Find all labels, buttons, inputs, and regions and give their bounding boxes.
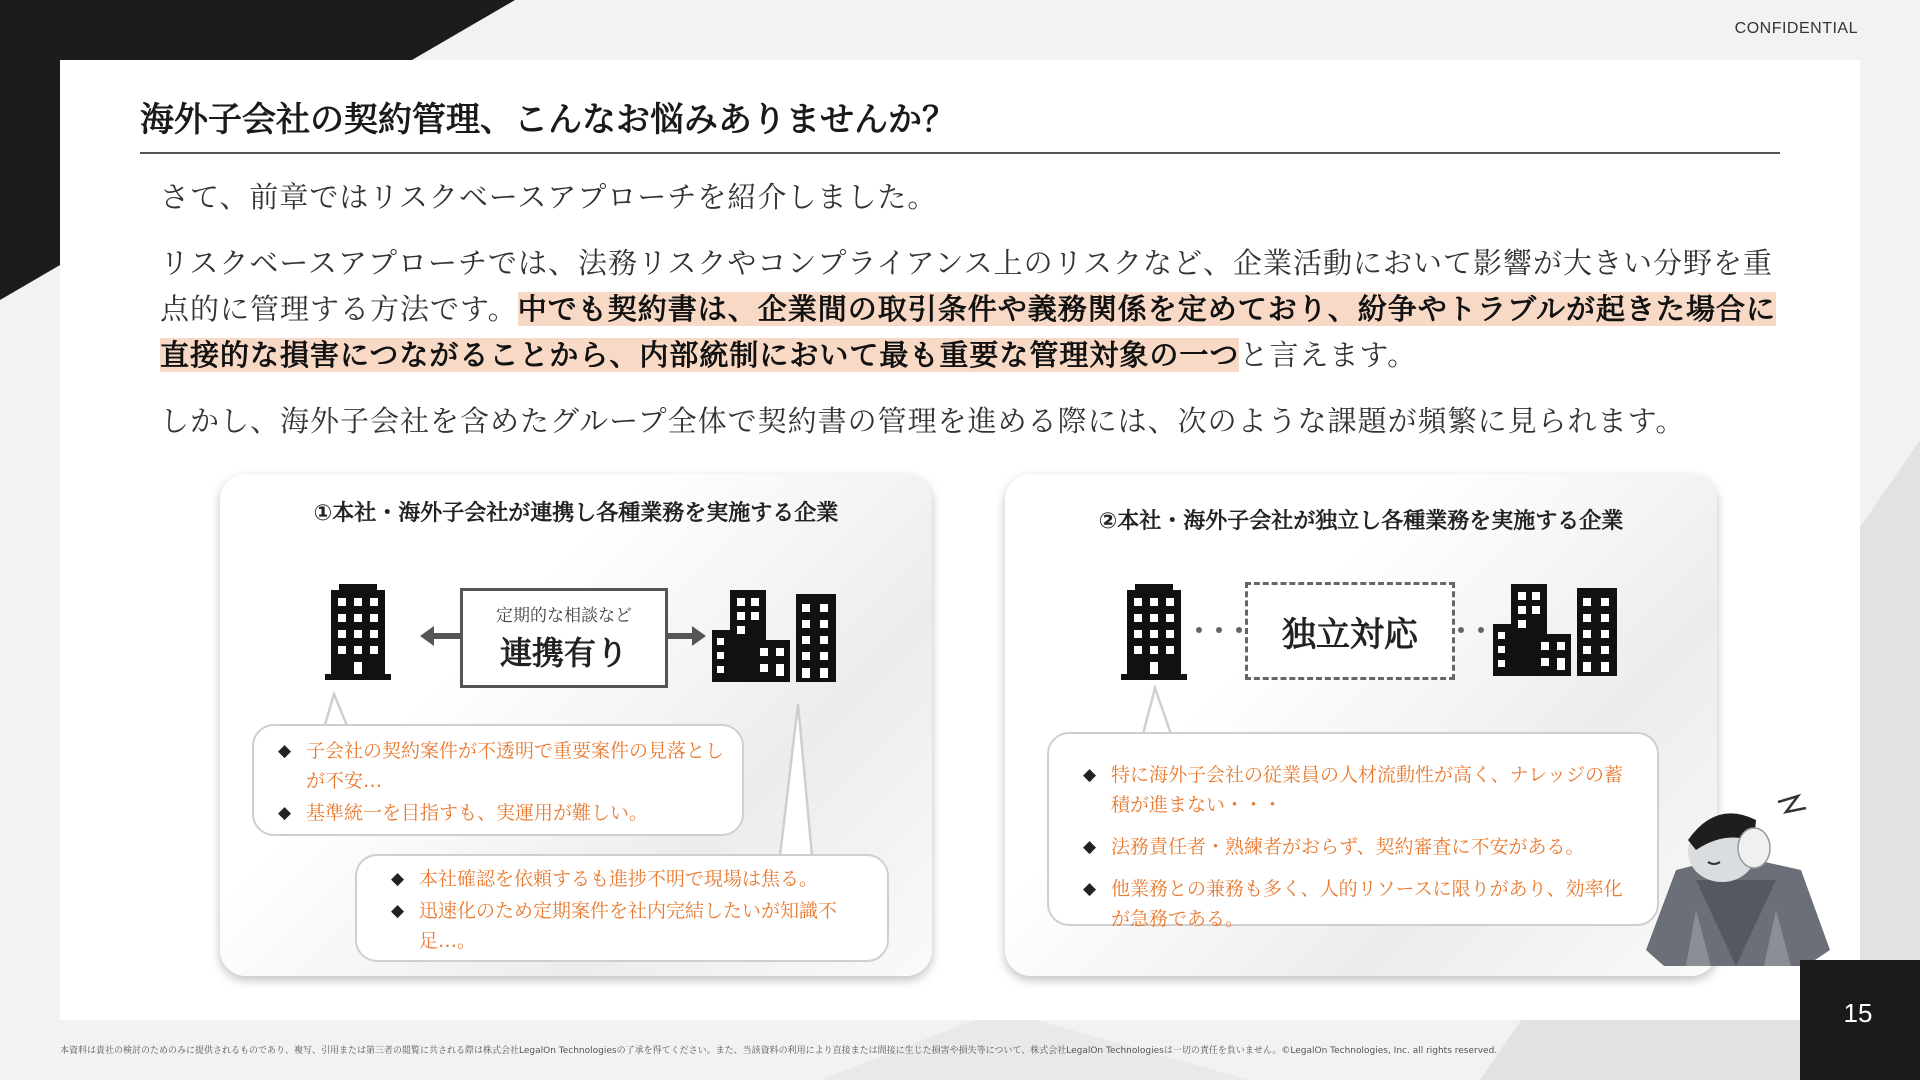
link-box-caption: 定期的な相談など	[496, 606, 632, 626]
panel-independent	[1005, 474, 1717, 976]
list-item: ◆ 子会社の契約案件が不透明で重要案件の見落としが不安…	[274, 736, 742, 796]
panel-collaborative	[220, 474, 932, 976]
list-item: ◆ 特に海外子会社の従業員の人材流動性が高く、ナレッジの蓄積が進まない・・・	[1079, 760, 1637, 820]
speech-bubble-independent	[1047, 732, 1659, 930]
confidential-label: CONFIDENTIAL	[1734, 20, 1858, 37]
list-item: ◆ 他業務との兼務も多く、人的リソースに限りがあり、効率化が急務である。	[1079, 874, 1637, 934]
panel-title: ①本社・海外子会社が連携し各種業務を実施する企業	[313, 501, 839, 526]
worried-person-icon	[1636, 790, 1836, 976]
speech-bubble-subsidiary	[355, 854, 889, 962]
highlighted-text: 中でも契約書は、企業間の取引条件や義務関係を定めており、紛争やトラブルが起きた場合に直接的な損害につながることから、内部統制において最も重要な管理対象の一つ	[160, 292, 1776, 372]
title-divider	[140, 152, 1780, 154]
paragraph-text-end: と言えます。	[1239, 338, 1418, 372]
paragraph-challenges: しかし、海外子会社を含めたグループ全体で契約書の管理を進める際には、次のような課題が頻繁に見られます。	[160, 404, 1686, 438]
list-item: ◆ 迅速化のため定期案件を社内完結したいが知識不足…。	[387, 896, 887, 956]
panel-title: ②本社・海外子会社が独立し各種業務を実施する企業	[1098, 509, 1624, 534]
paragraph-risk-approach	[160, 240, 1780, 378]
paragraph-intro: さて、前章ではリスクベースアプローチを紹介しました。	[160, 180, 938, 214]
list-item: ◆ 本社確認を依頼するも進捗不明で現場は焦る。	[387, 864, 887, 894]
list-item: ◆ 法務責任者・熟練者がおらず、契約審査に不安がある。	[1079, 832, 1637, 862]
paragraph-text: リスクベースアプローチでは、法務リスクやコンプライアンス上のリスクなど、企業活動において影響が大きい分野を重点的に管理する方法です。	[160, 246, 1774, 326]
speech-bubble-hq	[252, 724, 744, 836]
page-title: 海外子会社の契約管理、こんなお悩みありませんか？	[140, 100, 956, 140]
footer-disclaimer: 本資料は貴社の検討のためのみに提供されるものであり、複写、引用または第三者の閲覧に共される際は株式会社LegalOn Technologiesの了承を得てください。また、当該資料の利用により直接または間接に生じた損害や損失等について、株式会社LegalOn Technologiesは一切の責任を負いません。©LegalOn Technologies, Inc. all rights reserved.	[60, 1046, 1498, 1056]
page-number: 15	[1843, 998, 1873, 1028]
link-box-label: 連携有り	[499, 634, 628, 672]
list-item: ◆ 基準統一を目指すも、実運用が難しい。	[274, 798, 742, 828]
independent-box-label: 独立対応	[1282, 615, 1418, 655]
